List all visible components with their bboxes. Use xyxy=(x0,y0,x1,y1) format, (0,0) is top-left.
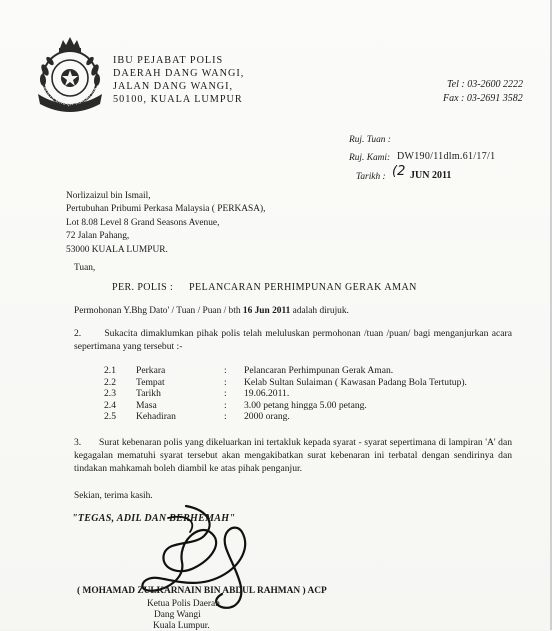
ruj-kami-label: Ruj. Kami: xyxy=(349,153,391,163)
detail-number: 2.1 xyxy=(104,365,116,376)
letterhead-line: JALAN DANG WANGI, xyxy=(113,81,234,92)
detail-value: Kelab Sultan Sulaiman ( Kawasan Padang Bola Tertutup). xyxy=(244,376,467,388)
detail-number: 2.2 xyxy=(104,376,116,388)
paragraph-2 xyxy=(74,327,512,353)
detail-number: 2.4 xyxy=(104,399,116,411)
reference-after: adalah dirujuk. xyxy=(292,306,349,316)
letterhead-line: IBU PEJABAT POLIS xyxy=(113,55,224,66)
recipient-line: 53000 KUALA LUMPUR. xyxy=(66,244,168,255)
detail-value: 2000 orang. xyxy=(244,411,290,423)
recipient-line: Pertubuhan Pribumi Perkasa Malaysia ( PERKASA), xyxy=(66,204,266,215)
signatory-city: Kuala Lumpur. xyxy=(153,621,210,631)
reference-date: 16 Jun 2011 xyxy=(242,306,291,316)
detail-key: Kehadiran xyxy=(136,411,176,423)
ruj-tuan-label: Ruj. Tuan : xyxy=(349,135,391,145)
recipient-address xyxy=(66,190,265,257)
paragraph-number: 2. xyxy=(74,328,82,339)
detail-separator: : xyxy=(224,399,227,411)
detail-key: Masa xyxy=(136,399,157,411)
detail-key: Tarikh xyxy=(136,388,161,400)
letterhead-address xyxy=(113,54,244,106)
salutation: Tuan, xyxy=(74,263,96,273)
subject-title: PELANCARAN PERHIMPUNAN GERAK AMAN xyxy=(189,282,417,293)
tarikh-value: JUN 2011 xyxy=(410,170,452,181)
ruj-kami-value: DW190/11dlm.61/17/1 xyxy=(397,151,496,162)
signatory-name: ( MOHAMAD ZULKARNAIN BIN ABDUL RAHMAN ) ACP xyxy=(77,586,327,596)
detail-separator: : xyxy=(224,388,227,400)
handwritten-day: (2 xyxy=(392,164,406,179)
paragraph-3 xyxy=(74,436,512,475)
subject-label: PER. POLIS : xyxy=(112,282,174,293)
signatory-district: Dang Wangi xyxy=(154,610,201,620)
paragraph-text: Surat kebenaran polis yang dikeluarkan ini tertakluk kepada syarat - syarat sepertimana di lampiran 'A' dan kegagalan mematuhi syarat tersebut akan mengakibatkan surat kebenaran ini terbatal dengan sendirinya dan tindakan mahkamah boleh diambil ke atas pihak penganjur. xyxy=(74,437,513,474)
letterhead-line: DAERAH DANG WANGI, xyxy=(113,68,245,79)
closing-line: Sekian, terima kasih. xyxy=(74,491,153,501)
detail-number: 2.5 xyxy=(104,411,116,423)
detail-separator: : xyxy=(224,376,227,388)
detail-number: 2.3 xyxy=(104,388,116,400)
motto-line: "TEGAS, ADIL DAN BERHEMAH" xyxy=(72,513,236,524)
telephone-number: Tel : 03-2600 2222 xyxy=(447,79,524,90)
reference-before: Permohonan Y.Bhg Dato' / Tuan / Puan / bth xyxy=(74,306,241,316)
police-crest-logo xyxy=(30,34,110,112)
recipient-line: Norlizaizul bin Ismail, xyxy=(66,191,151,201)
recipient-line: Lot 8.08 Level 8 Grand Seasons Avenue, xyxy=(66,217,220,228)
detail-value: 3.00 petang hingga 5.00 petang. xyxy=(244,399,367,411)
detail-separator: : xyxy=(224,411,227,423)
recipient-line: 72 Jalan Pahang, xyxy=(66,231,130,242)
tarikh-label: Tarikh : xyxy=(356,172,386,182)
crest-motto-text: POLIS DIRAJA MALAYSIA xyxy=(40,86,100,108)
letterhead-line: 50100, KUALA LUMPUR xyxy=(113,94,243,105)
fax-number: Fax : 03-2691 3582 xyxy=(443,93,523,104)
detail-key: Tempat xyxy=(136,376,165,388)
detail-key: Perkara xyxy=(136,365,166,376)
paragraph-text: Sukacita dimaklumkan pihak polis telah meluluskan permohonan /tuan /puan/ bagi menganjurkan acara sepertimana yang tersebut :- xyxy=(74,328,512,352)
detail-value: Pelancaran Perhimpunan Gerak Aman. xyxy=(244,365,394,376)
reference-sentence xyxy=(74,306,349,316)
detail-separator: : xyxy=(224,365,227,376)
signatory-title: Ketua Polis Daerah xyxy=(147,599,220,609)
detail-value: 19.06.2011. xyxy=(244,388,290,400)
paragraph-number: 3. xyxy=(74,437,82,448)
